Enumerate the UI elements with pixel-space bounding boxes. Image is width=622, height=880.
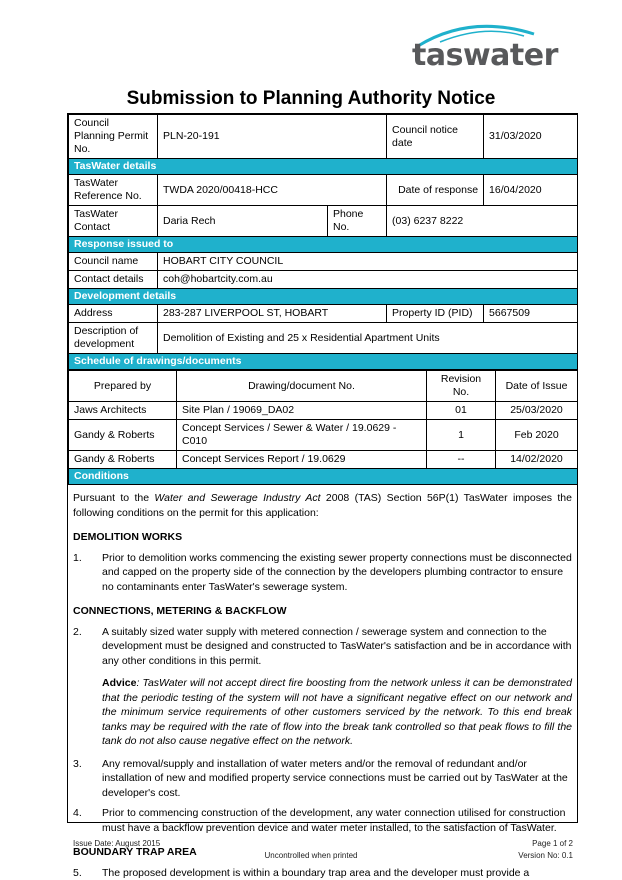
section-development-details: Development details bbox=[69, 289, 578, 305]
section-response-issued: Response issued to bbox=[69, 237, 578, 253]
taswater-ref-value: TWDA 2020/00418-HCC bbox=[158, 175, 387, 206]
taswater-contact-value: Daria Rech bbox=[158, 206, 328, 237]
response-date-label: Date of response bbox=[387, 175, 484, 206]
advice-text: : TasWater will not accept direct fire boosting from the network unless it can be demonstrated that the periodic testing of the system will not have a significant negative effect on our network and the minimum service requirements of other customers serviced by the network. To this end break tanks may be required with the rate of flow into the break tank controlled so that peak flows to fill the tank do not also cause negative effect on the network. bbox=[102, 677, 572, 747]
notice-form bbox=[67, 113, 578, 823]
taswater-logo bbox=[412, 20, 542, 72]
drawing-cell: Concept Services / Sewer & Water / 19.0629 - C010 bbox=[177, 420, 427, 451]
table-row bbox=[69, 420, 578, 451]
contact-details-value: coh@hobartcity.com.au bbox=[158, 271, 578, 289]
schedule-table bbox=[68, 370, 578, 485]
item-number: 3. bbox=[73, 757, 102, 801]
taswater-contact-label: TasWater Contact bbox=[69, 206, 158, 237]
conditions-intro bbox=[73, 491, 572, 520]
condition-item bbox=[73, 757, 572, 801]
item-text: The proposed development is within a boundary trap area and the developer must provide a bbox=[102, 866, 572, 880]
phone-value: (03) 6237 8222 bbox=[387, 206, 578, 237]
revision-cell: 01 bbox=[427, 402, 496, 420]
prepared-by-cell: Gandy & Roberts bbox=[69, 420, 177, 451]
col-prepared-by: Prepared by bbox=[69, 371, 177, 402]
section-conditions: Conditions bbox=[69, 469, 578, 485]
date-cell: 14/02/2020 bbox=[496, 451, 578, 469]
council-name-value: HOBART CITY COUNCIL bbox=[158, 253, 578, 271]
heading-boundary-trap: BOUNDARY TRAP AREA bbox=[73, 845, 572, 860]
section-taswater-details: TasWater details bbox=[69, 159, 578, 175]
response-date-value: 16/04/2020 bbox=[484, 175, 578, 206]
phone-label: Phone No. bbox=[328, 206, 387, 237]
page-title: Submission to Planning Authority Notice bbox=[0, 88, 622, 110]
heading-demolition: DEMOLITION WORKS bbox=[73, 530, 572, 545]
item-text: A suitably sized water supply with metered connection / sewerage system and connection to the development must be designed and constructed to TasWater's satisfaction and be in accordance with any other conditions in this permit. bbox=[102, 625, 572, 669]
logo-wordmark: taswater bbox=[412, 38, 558, 73]
contact-details-label: Contact details bbox=[69, 271, 158, 289]
col-drawing-no: Drawing/document No. bbox=[177, 371, 427, 402]
prepared-by-cell: Jaws Architects bbox=[69, 402, 177, 420]
revision-cell: -- bbox=[427, 451, 496, 469]
col-date-issue: Date of Issue bbox=[496, 371, 578, 402]
notice-date-label: Council notice date bbox=[387, 115, 484, 159]
col-revision: Revision No. bbox=[427, 371, 496, 402]
date-cell: 25/03/2020 bbox=[496, 402, 578, 420]
address-label: Address bbox=[69, 305, 158, 323]
condition-item bbox=[73, 551, 572, 595]
date-cell: Feb 2020 bbox=[496, 420, 578, 451]
item-number: 4. bbox=[73, 806, 102, 835]
act-name: Water and Sewerage Industry Act bbox=[154, 492, 320, 504]
taswater-ref-label: TasWater Reference No. bbox=[69, 175, 158, 206]
table-row bbox=[69, 451, 578, 469]
heading-connections: CONNECTIONS, METERING & BACKFLOW bbox=[73, 604, 572, 619]
description-value: Demolition of Existing and 25 x Residential Apartment Units bbox=[158, 323, 578, 354]
condition-item bbox=[73, 866, 572, 880]
item-number: 1. bbox=[73, 551, 102, 595]
condition-item bbox=[73, 625, 572, 669]
item-text: Any removal/supply and installation of water meters and/or the removal of redundant and/or installation of new and modified property service connections must be carried out by TasWater at the developer's cost. bbox=[102, 757, 572, 801]
permit-label: Council Planning Permit No. bbox=[69, 115, 158, 159]
advice-label: Advice bbox=[102, 677, 136, 689]
footer-version: Version No: 0.1 bbox=[518, 851, 573, 860]
drawing-cell: Site Plan / 19069_DA02 bbox=[177, 402, 427, 420]
pid-label: Property ID (PID) bbox=[387, 305, 484, 323]
item-number: 5. bbox=[73, 866, 102, 880]
footer-issue-date: Issue Date: August 2015 bbox=[73, 839, 160, 848]
council-name-label: Council name bbox=[69, 253, 158, 271]
description-label: Description of development bbox=[69, 323, 158, 354]
permit-value: PLN-20-191 bbox=[158, 115, 387, 159]
notice-date-value: 31/03/2020 bbox=[484, 115, 578, 159]
section-schedule: Schedule of drawings/documents bbox=[69, 354, 578, 370]
prepared-by-cell: Gandy & Roberts bbox=[69, 451, 177, 469]
footer-page: Page 1 of 2 bbox=[532, 839, 573, 848]
intro-text: Pursuant to the bbox=[73, 492, 154, 504]
conditions-body bbox=[68, 491, 577, 880]
item-text: Prior to demolition works commencing the existing sewer property connections must be disconnected and capped on the property side of the connection by the developers plumbing contractor to ensure no contaminants enter TasWater's sewerage system. bbox=[102, 551, 572, 595]
drawing-cell: Concept Services Report / 19.0629 bbox=[177, 451, 427, 469]
intro-text-cont: 2008 (TAS) Section 56P(1) TasWater imposes the following conditions on the permit for this application: bbox=[73, 492, 572, 519]
address-value: 283-287 LIVERPOOL ST, HOBART bbox=[158, 305, 387, 323]
revision-cell: 1 bbox=[427, 420, 496, 451]
advice-note bbox=[102, 676, 572, 749]
condition-item bbox=[73, 806, 572, 835]
pid-value: 5667509 bbox=[484, 305, 578, 323]
footer-uncontrolled: Uncontrolled when printed bbox=[0, 851, 622, 860]
item-number: 2. bbox=[73, 625, 102, 669]
item-text: Prior to commencing construction of the development, any water connection utilised for construction must have a backflow prevention device and water meter installed, to the satisfaction of TasWater. bbox=[102, 806, 572, 835]
table-row bbox=[69, 402, 578, 420]
details-table bbox=[68, 114, 578, 370]
